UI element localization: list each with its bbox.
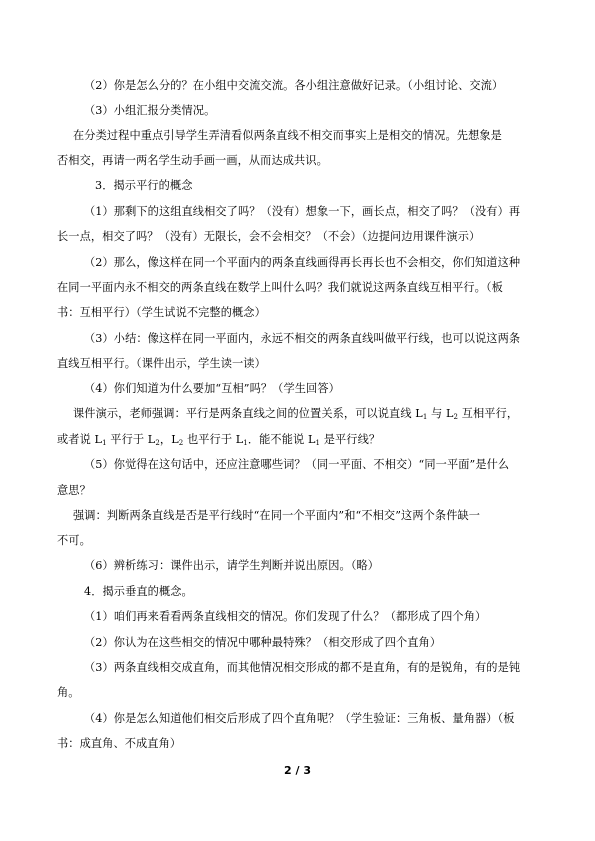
paragraph-line: （4）你们知道为什么要加“互相”吗？（学生回答） xyxy=(84,382,340,395)
paragraph-line: （3）小组汇报分类情况。 xyxy=(84,104,216,117)
paragraph-line: （4）你是怎么知道他们相交后形成了四个直角呢？（学生验证：三角板、量角器）（板 xyxy=(84,712,515,725)
paragraph-line: 直线互相平行。（课件出示，学生读一读） xyxy=(57,357,266,370)
paragraph-line: （1）咱们再来看看两条直线相交的情况。你们发现了什么？（都形成了四个角） xyxy=(84,610,487,623)
section-heading: 3．揭示平行的概念 xyxy=(95,179,193,192)
paragraph-line: （3）小结：像这样在同一平面内，永远不相交的两条直线叫做平行线，也可以说这两条 xyxy=(84,332,521,345)
paragraph-line: 不可。 xyxy=(57,534,91,547)
text-run: ，L xyxy=(159,433,179,446)
paragraph-line: （6）辨析练习：课件出示，请学生判断并说出原因。（略） xyxy=(84,559,380,572)
paragraph-line xyxy=(57,427,519,453)
paragraph-line: （2）你是怎么分的？在小组中交流交流。各小组注意做好记录。（小组讨论、交流） xyxy=(84,79,504,92)
subscript: 1 xyxy=(102,439,107,447)
text-run: 或者说 L xyxy=(57,433,103,446)
section-heading: 4．揭示垂直的概念。 xyxy=(84,585,193,598)
paragraph-line: 在分类过程中重点引导学生弄清看似两条直线不相交而事实上是相交的情况。先想象是 xyxy=(73,129,502,142)
paragraph-line: 意思？ xyxy=(57,484,91,497)
paragraph-line: 书：成直角、不成直角） xyxy=(57,737,182,750)
subscript: 2 xyxy=(155,439,160,447)
subscript: 2 xyxy=(453,413,459,421)
subscript: 1 xyxy=(243,439,248,447)
paragraph-line: 强调：判断两条直线是否是平行线时“在同一个平面内”和“不相交”这两个条件缺一 xyxy=(73,509,481,522)
text-run: 互相平行， xyxy=(458,407,519,420)
paragraph-line: （3）两条直线相交成直角，而其他情况相交形成的都不是直角，有的是锐角，有的是钝 xyxy=(84,661,521,674)
subscript: 1 xyxy=(422,413,428,421)
paragraph-line: （1）那剩下的这组直线相交了吗？（没有）想象一下，画长点，相交了吗？（没有）再 xyxy=(84,205,521,218)
paragraph-line: 否相交，再请一两名学生动手画一画，从而达成共识。 xyxy=(57,154,328,167)
subscript: 1 xyxy=(315,439,321,447)
paragraph-line xyxy=(73,401,535,427)
text-run: 是平行线？ xyxy=(320,433,381,446)
text-run: 平行于 L xyxy=(106,433,156,446)
paragraph-line: 角。 xyxy=(57,686,80,699)
text-run: 与 L xyxy=(427,407,454,420)
subscript: 2 xyxy=(178,439,184,447)
paragraph-line: 长一点，相交了吗？（没有）无限长，会不会相交？（不会）（边提问边用课件演示） xyxy=(57,230,481,243)
paragraph-line: 书：互相平行）（学生试说不完整的概念） xyxy=(57,306,266,319)
paragraph-line: （5）你觉得在这句话中，还应注意哪些词？（同一平面、不相交）“同一平面”是什么 xyxy=(84,458,510,471)
paragraph-line: （2）你认为在这些相交的情况中哪种最特殊？（相交形成了四个直角） xyxy=(84,636,442,649)
paragraph-line: （2）那么，像这样在同一个平面内的两条直线画得再长再长也不会相交，你们知道这种 xyxy=(84,256,521,269)
page-number: 2 / 3 xyxy=(284,764,311,777)
text-run: 也平行于 L xyxy=(183,433,244,446)
text-run: 课件演示，老师强调：平行是两条直线之间的位置关系，可以说直线 L xyxy=(73,407,423,420)
paragraph-line: 在同一平面内永不相交的两条直线在数学上叫什么吗？我们就说这两条直线互相平行。（板 xyxy=(57,281,503,294)
text-run: ．能不能说 L xyxy=(247,433,316,446)
